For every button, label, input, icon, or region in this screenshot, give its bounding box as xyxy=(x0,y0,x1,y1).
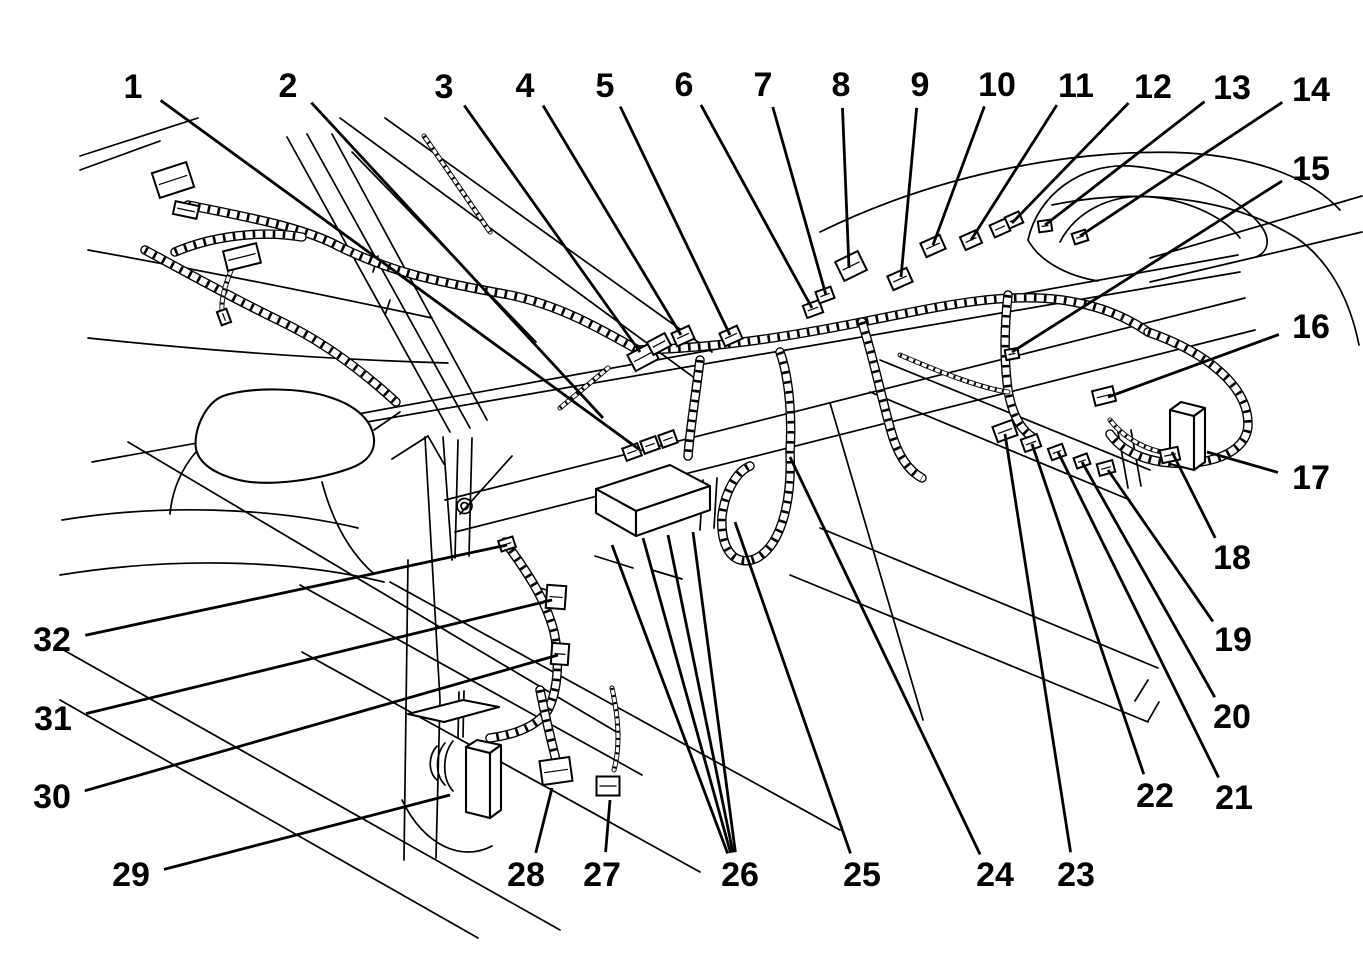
leader-line-24 xyxy=(790,457,980,854)
callout-number-22: 22 xyxy=(1136,777,1174,815)
component-shape xyxy=(196,389,375,482)
callout-number-5: 5 xyxy=(595,67,615,105)
body-line xyxy=(455,330,1255,532)
connector xyxy=(152,162,194,198)
connector xyxy=(920,235,945,257)
body-line xyxy=(1148,702,1159,721)
connector xyxy=(551,643,569,665)
body-line xyxy=(80,141,160,170)
callout-number-17: 17 xyxy=(1292,459,1330,497)
component-shape xyxy=(1194,408,1205,470)
callout-number-13: 13 xyxy=(1213,69,1251,107)
conduit-core xyxy=(145,250,396,402)
connector xyxy=(539,757,572,785)
leader-line-9 xyxy=(901,108,917,277)
callout-number-1: 1 xyxy=(123,68,143,106)
body-line xyxy=(790,575,1148,722)
connector xyxy=(1048,444,1066,460)
leader-line-32 xyxy=(85,545,507,635)
body-line xyxy=(322,482,374,574)
body-line xyxy=(1150,196,1362,258)
callout-number-8: 8 xyxy=(831,66,851,104)
connector xyxy=(658,430,677,448)
body-line xyxy=(80,118,198,156)
leader-line-4 xyxy=(543,105,681,335)
leader-line-28 xyxy=(536,788,552,853)
leader-line-21 xyxy=(1058,452,1219,777)
body-line xyxy=(170,452,196,514)
body-line xyxy=(595,556,633,568)
callout-number-18: 18 xyxy=(1213,539,1251,577)
connector xyxy=(835,251,867,281)
body-line xyxy=(430,746,437,780)
leader-line-6 xyxy=(701,105,812,308)
callout-number-6: 6 xyxy=(674,66,694,104)
leader-line-22 xyxy=(1032,444,1144,774)
connector xyxy=(887,268,912,290)
callout-number-26: 26 xyxy=(721,856,759,894)
leader-line-5 xyxy=(620,107,730,335)
body-line xyxy=(60,700,478,938)
body-line xyxy=(714,478,717,528)
body-line xyxy=(392,436,428,459)
body-line xyxy=(469,438,472,556)
body-line xyxy=(1052,196,1298,239)
body-line xyxy=(1150,232,1362,282)
leader-line-8 xyxy=(842,108,849,268)
callout-number-32: 32 xyxy=(33,621,71,659)
connector xyxy=(546,585,567,609)
connector xyxy=(223,243,261,271)
component-shape xyxy=(490,745,501,818)
conduit-core xyxy=(862,322,922,478)
leader-line-7 xyxy=(773,107,826,295)
connector xyxy=(640,436,659,454)
callout-number-11: 11 xyxy=(1058,67,1094,105)
body-line xyxy=(62,510,358,528)
body-line xyxy=(374,412,400,430)
connector xyxy=(1074,453,1091,468)
component-shape xyxy=(466,747,490,818)
connector xyxy=(1097,460,1116,476)
callout-number-2: 2 xyxy=(278,67,298,105)
body-line xyxy=(425,437,440,858)
callout-number-14: 14 xyxy=(1292,71,1330,109)
body-line xyxy=(88,338,448,363)
leader-line-26 xyxy=(612,545,728,854)
conduit-core xyxy=(188,205,638,350)
callout-number-7: 7 xyxy=(753,66,773,104)
body-line xyxy=(1028,240,1098,281)
body-line xyxy=(428,436,444,464)
callout-number-15: 15 xyxy=(1292,150,1330,188)
callout-number-25: 25 xyxy=(843,856,881,894)
leader-line-26 xyxy=(643,538,731,853)
vehicle-body-lines xyxy=(60,118,1362,938)
callout-number-28: 28 xyxy=(507,856,545,894)
callout-number-9: 9 xyxy=(910,66,930,104)
callout-number-30: 30 xyxy=(33,778,71,816)
connector xyxy=(597,777,620,796)
callout-number-16: 16 xyxy=(1292,308,1330,346)
callout-number-31: 31 xyxy=(34,700,72,738)
leader-line-23 xyxy=(1005,434,1071,852)
leader-line-29 xyxy=(164,795,450,869)
callout-number-4: 4 xyxy=(515,67,535,105)
callout-number-3: 3 xyxy=(434,68,454,106)
leader-line-27 xyxy=(606,800,610,852)
connector xyxy=(217,309,231,326)
callout-number-27: 27 xyxy=(583,856,621,894)
callout-number-10: 10 xyxy=(978,66,1016,104)
callout-number-20: 20 xyxy=(1213,698,1251,736)
callout-number-19: 19 xyxy=(1214,621,1252,659)
callout-number-12: 12 xyxy=(1134,68,1172,106)
callout-number-21: 21 xyxy=(1215,779,1253,817)
callout-number-29: 29 xyxy=(112,856,150,894)
body-line xyxy=(1135,680,1148,701)
body-line xyxy=(455,440,458,558)
leader-line-16 xyxy=(1108,334,1279,397)
body-line xyxy=(445,741,453,791)
leader-line-31 xyxy=(86,600,552,714)
body-line xyxy=(830,403,923,720)
callout-number-23: 23 xyxy=(1057,856,1095,894)
connector xyxy=(1021,434,1041,452)
callout-number-24: 24 xyxy=(976,856,1014,894)
